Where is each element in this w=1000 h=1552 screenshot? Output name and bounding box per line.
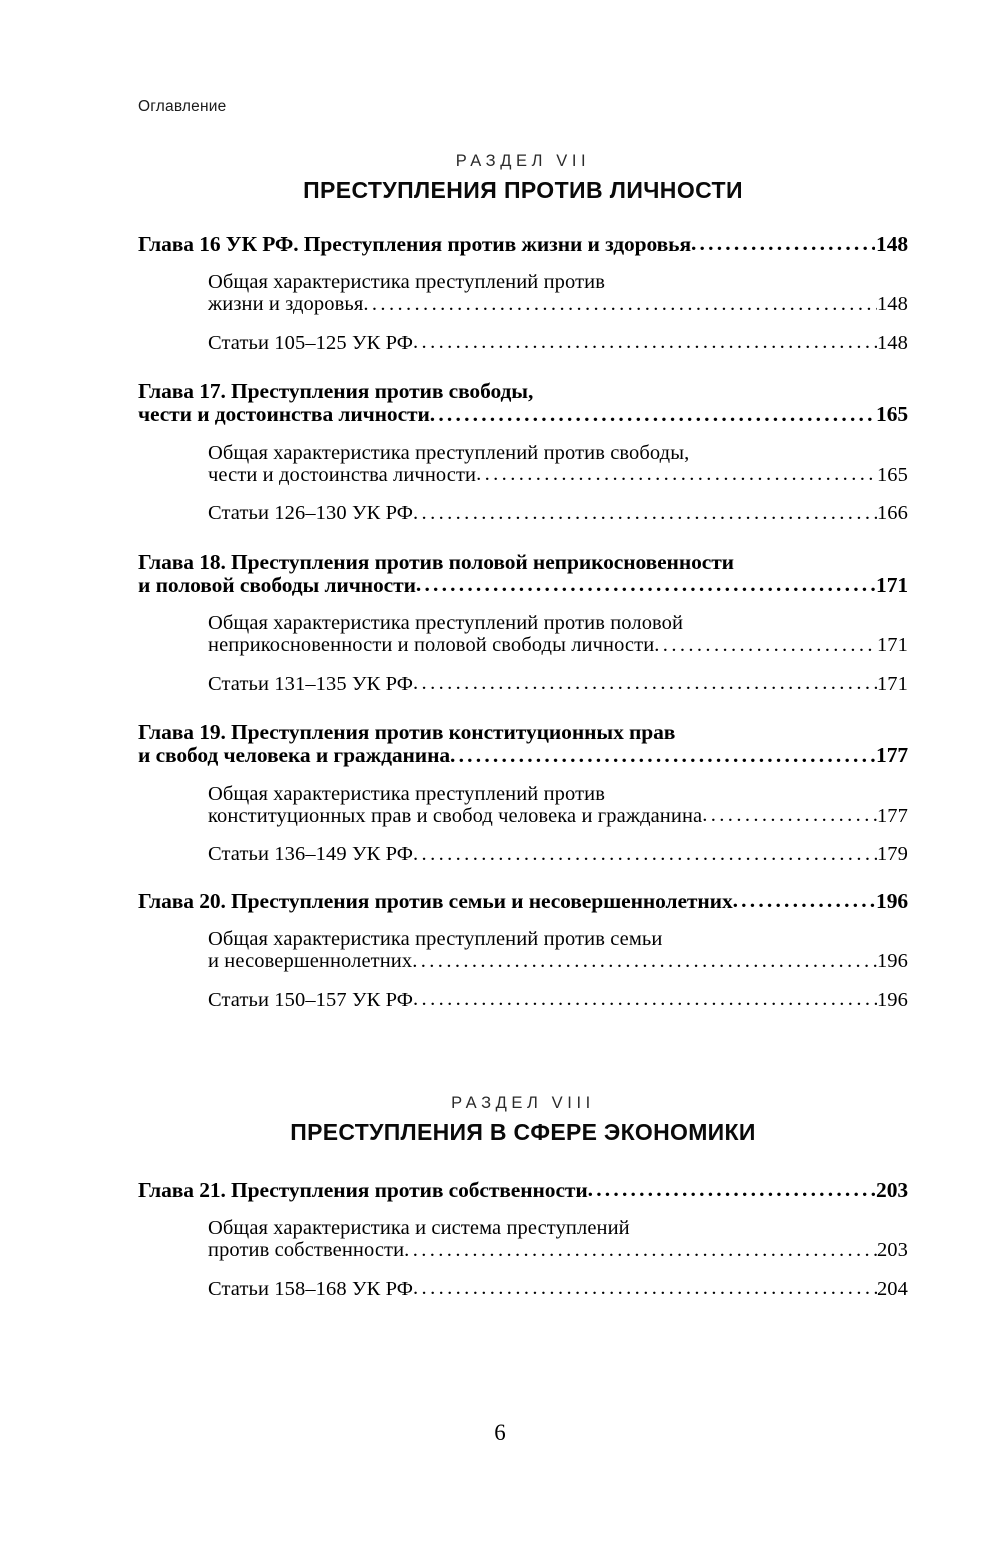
page-number: 6 — [494, 1420, 506, 1445]
toc-entry-text: конституционных прав и свобод человека и гражданина — [208, 804, 703, 827]
toc-chapter-entry[interactable] — [138, 572, 908, 597]
toc-subentry[interactable] — [208, 844, 908, 865]
toc-entry-text: Глава 20. Преступления против семьи и несовершеннолетних — [138, 888, 733, 913]
toc-subentry[interactable] — [208, 465, 908, 486]
toc-entry-text[interactable]: Общая характеристика преступлений против половой — [208, 612, 684, 635]
toc-page-number: 165 — [876, 402, 908, 427]
section-heading — [138, 1092, 908, 1150]
toc-chapter-entry[interactable] — [138, 231, 908, 256]
toc-subentry[interactable] — [208, 294, 908, 315]
toc-chapter-block — [138, 379, 908, 524]
toc-entry-text: против собственности — [208, 1239, 405, 1262]
entry-spacer — [138, 1303, 908, 1325]
toc-entry-text[interactable]: Общая характеристика преступлений против — [208, 271, 605, 294]
toc-subentry[interactable] — [208, 674, 908, 695]
toc-entry-text: Статьи 126–130 УК РФ — [208, 502, 414, 525]
dot-leader — [412, 951, 877, 972]
toc-entry-text[interactable]: Глава 17. Преступления против свободы, — [138, 379, 534, 404]
toc-page-number: 171 — [876, 634, 908, 657]
toc-chapter-block — [138, 1177, 908, 1300]
dot-leader — [413, 990, 877, 1011]
toc-subentry[interactable] — [208, 503, 908, 524]
toc-entry-text: и свобод человека и гражданина — [138, 743, 451, 768]
toc-subentry-block — [208, 928, 908, 972]
section-kicker: РАЗДЕЛ VIII — [451, 1094, 595, 1113]
toc-subentry[interactable] — [208, 1279, 908, 1300]
toc-page-number: 165 — [876, 463, 908, 486]
toc-entry-text: жизни и здоровья — [208, 293, 364, 316]
toc-page-number: 196 — [876, 988, 908, 1011]
toc-subentry[interactable] — [208, 951, 908, 972]
dot-leader — [450, 745, 875, 767]
dot-leader — [430, 404, 875, 426]
section-kicker: РАЗДЕЛ VII — [455, 152, 591, 170]
toc-page-number: 148 — [876, 331, 908, 354]
toc-entry-text: Статьи 105–125 УК РФ — [208, 331, 414, 354]
toc-subentry-block — [208, 503, 908, 524]
dot-leader — [733, 891, 875, 913]
toc-page-number: 177 — [876, 804, 908, 827]
toc-entry-text[interactable]: Общая характеристика и система преступлений — [208, 1217, 630, 1240]
toc-subentry-block — [208, 1217, 908, 1261]
toc-chapter-entry[interactable] — [138, 745, 908, 767]
dot-leader — [691, 234, 875, 256]
toc-subentry-block — [208, 442, 908, 486]
dot-leader — [363, 294, 877, 315]
toc-page-number: 196 — [876, 950, 908, 973]
toc-entry-text[interactable]: Общая характеристика преступлений против семьи — [208, 928, 663, 951]
section-heading — [138, 150, 908, 208]
toc-chapter-block — [138, 231, 908, 354]
toc-subentry-block — [208, 844, 908, 865]
dot-leader — [588, 1180, 875, 1202]
entry-spacer — [138, 357, 908, 379]
running-header: Оглавление — [138, 98, 227, 115]
toc-page-number: 204 — [876, 1277, 908, 1300]
toc-chapter-entry[interactable] — [138, 888, 908, 913]
dot-leader — [413, 333, 877, 354]
toc-page-number: 171 — [876, 672, 908, 695]
dot-leader — [404, 1240, 877, 1261]
toc-entry-text: Статьи 131–135 УК РФ — [208, 672, 414, 695]
entry-spacer — [138, 698, 908, 720]
toc-chapter-block — [138, 888, 908, 1011]
dot-leader — [416, 575, 875, 597]
dot-leader — [702, 806, 877, 827]
toc-subentry-block — [208, 1279, 908, 1300]
toc-entry-text: чести и достоинства личности — [138, 402, 430, 427]
dot-leader — [413, 844, 877, 865]
toc-subentry[interactable] — [208, 1240, 908, 1261]
toc-entry-text: Статьи 150–157 УК РФ — [208, 988, 414, 1011]
toc-entry-text[interactable]: Общая характеристика преступлений против — [208, 782, 605, 805]
toc-entry-text: Глава 16 УК РФ. Преступления против жизни и здоровья — [138, 231, 691, 256]
toc-chapter-block — [138, 550, 908, 695]
toc-chapter-block — [138, 720, 908, 865]
toc-entry-text: и половой свободы личности — [138, 572, 416, 597]
toc-page-number: 171 — [876, 572, 908, 597]
toc-page-number: 179 — [876, 843, 908, 866]
toc-page-number: 166 — [876, 502, 908, 525]
toc-entry-text: и несовершеннолетних — [208, 950, 413, 973]
toc-entry-text[interactable]: Общая характеристика преступлений против свободы, — [208, 441, 690, 464]
toc-subentry[interactable] — [208, 806, 908, 827]
toc-entry-text: чести и достоинства личности — [208, 463, 477, 486]
toc-page-number: 148 — [876, 293, 908, 316]
toc-content — [138, 150, 908, 1325]
toc-subentry[interactable] — [208, 635, 908, 656]
dot-leader — [413, 503, 877, 524]
toc-page-number: 148 — [876, 231, 908, 256]
dot-leader — [413, 674, 877, 695]
section-title: ПРЕСТУПЛЕНИЯ В СФЕРЕ ЭКОНОМИКИ — [290, 1119, 756, 1146]
toc-entry-text: неприкосновенности и половой свободы личности — [208, 634, 655, 657]
toc-entry-text[interactable]: Глава 18. Преступления против половой неприкосновенности — [138, 549, 734, 574]
toc-entry-text: Статьи 158–168 УК РФ — [208, 1277, 414, 1300]
dot-leader — [654, 635, 877, 656]
toc-subentry-block — [208, 783, 908, 827]
toc-page-number: 203 — [876, 1239, 908, 1262]
entry-spacer — [138, 1014, 908, 1036]
toc-subentry[interactable] — [208, 990, 908, 1011]
toc-entry-text: Глава 21. Преступления против собственности — [138, 1177, 588, 1202]
section-title: ПРЕСТУПЛЕНИЯ ПРОТИВ ЛИЧНОСТИ — [303, 177, 743, 204]
toc-entry-text[interactable]: Глава 19. Преступления против конституционных прав — [138, 720, 676, 745]
toc-chapter-entry[interactable] — [138, 404, 908, 426]
toc-entry-text: Статьи 136–149 УК РФ — [208, 843, 414, 866]
toc-subentry-block — [208, 674, 908, 695]
toc-subentry[interactable] — [208, 333, 908, 354]
toc-subentry-block — [208, 612, 908, 656]
toc-page-number: 177 — [876, 743, 908, 768]
toc-chapter-entry[interactable] — [138, 1177, 908, 1202]
toc-subentry-block — [208, 333, 908, 354]
dot-leader — [413, 1279, 877, 1300]
dot-leader — [476, 465, 877, 486]
entry-spacer — [138, 869, 908, 891]
toc-subentry-block — [208, 990, 908, 1011]
entry-spacer — [138, 528, 908, 550]
toc-page-number: 196 — [876, 888, 908, 913]
toc-page-number: 203 — [876, 1177, 908, 1202]
toc-subentry-block — [208, 271, 908, 315]
